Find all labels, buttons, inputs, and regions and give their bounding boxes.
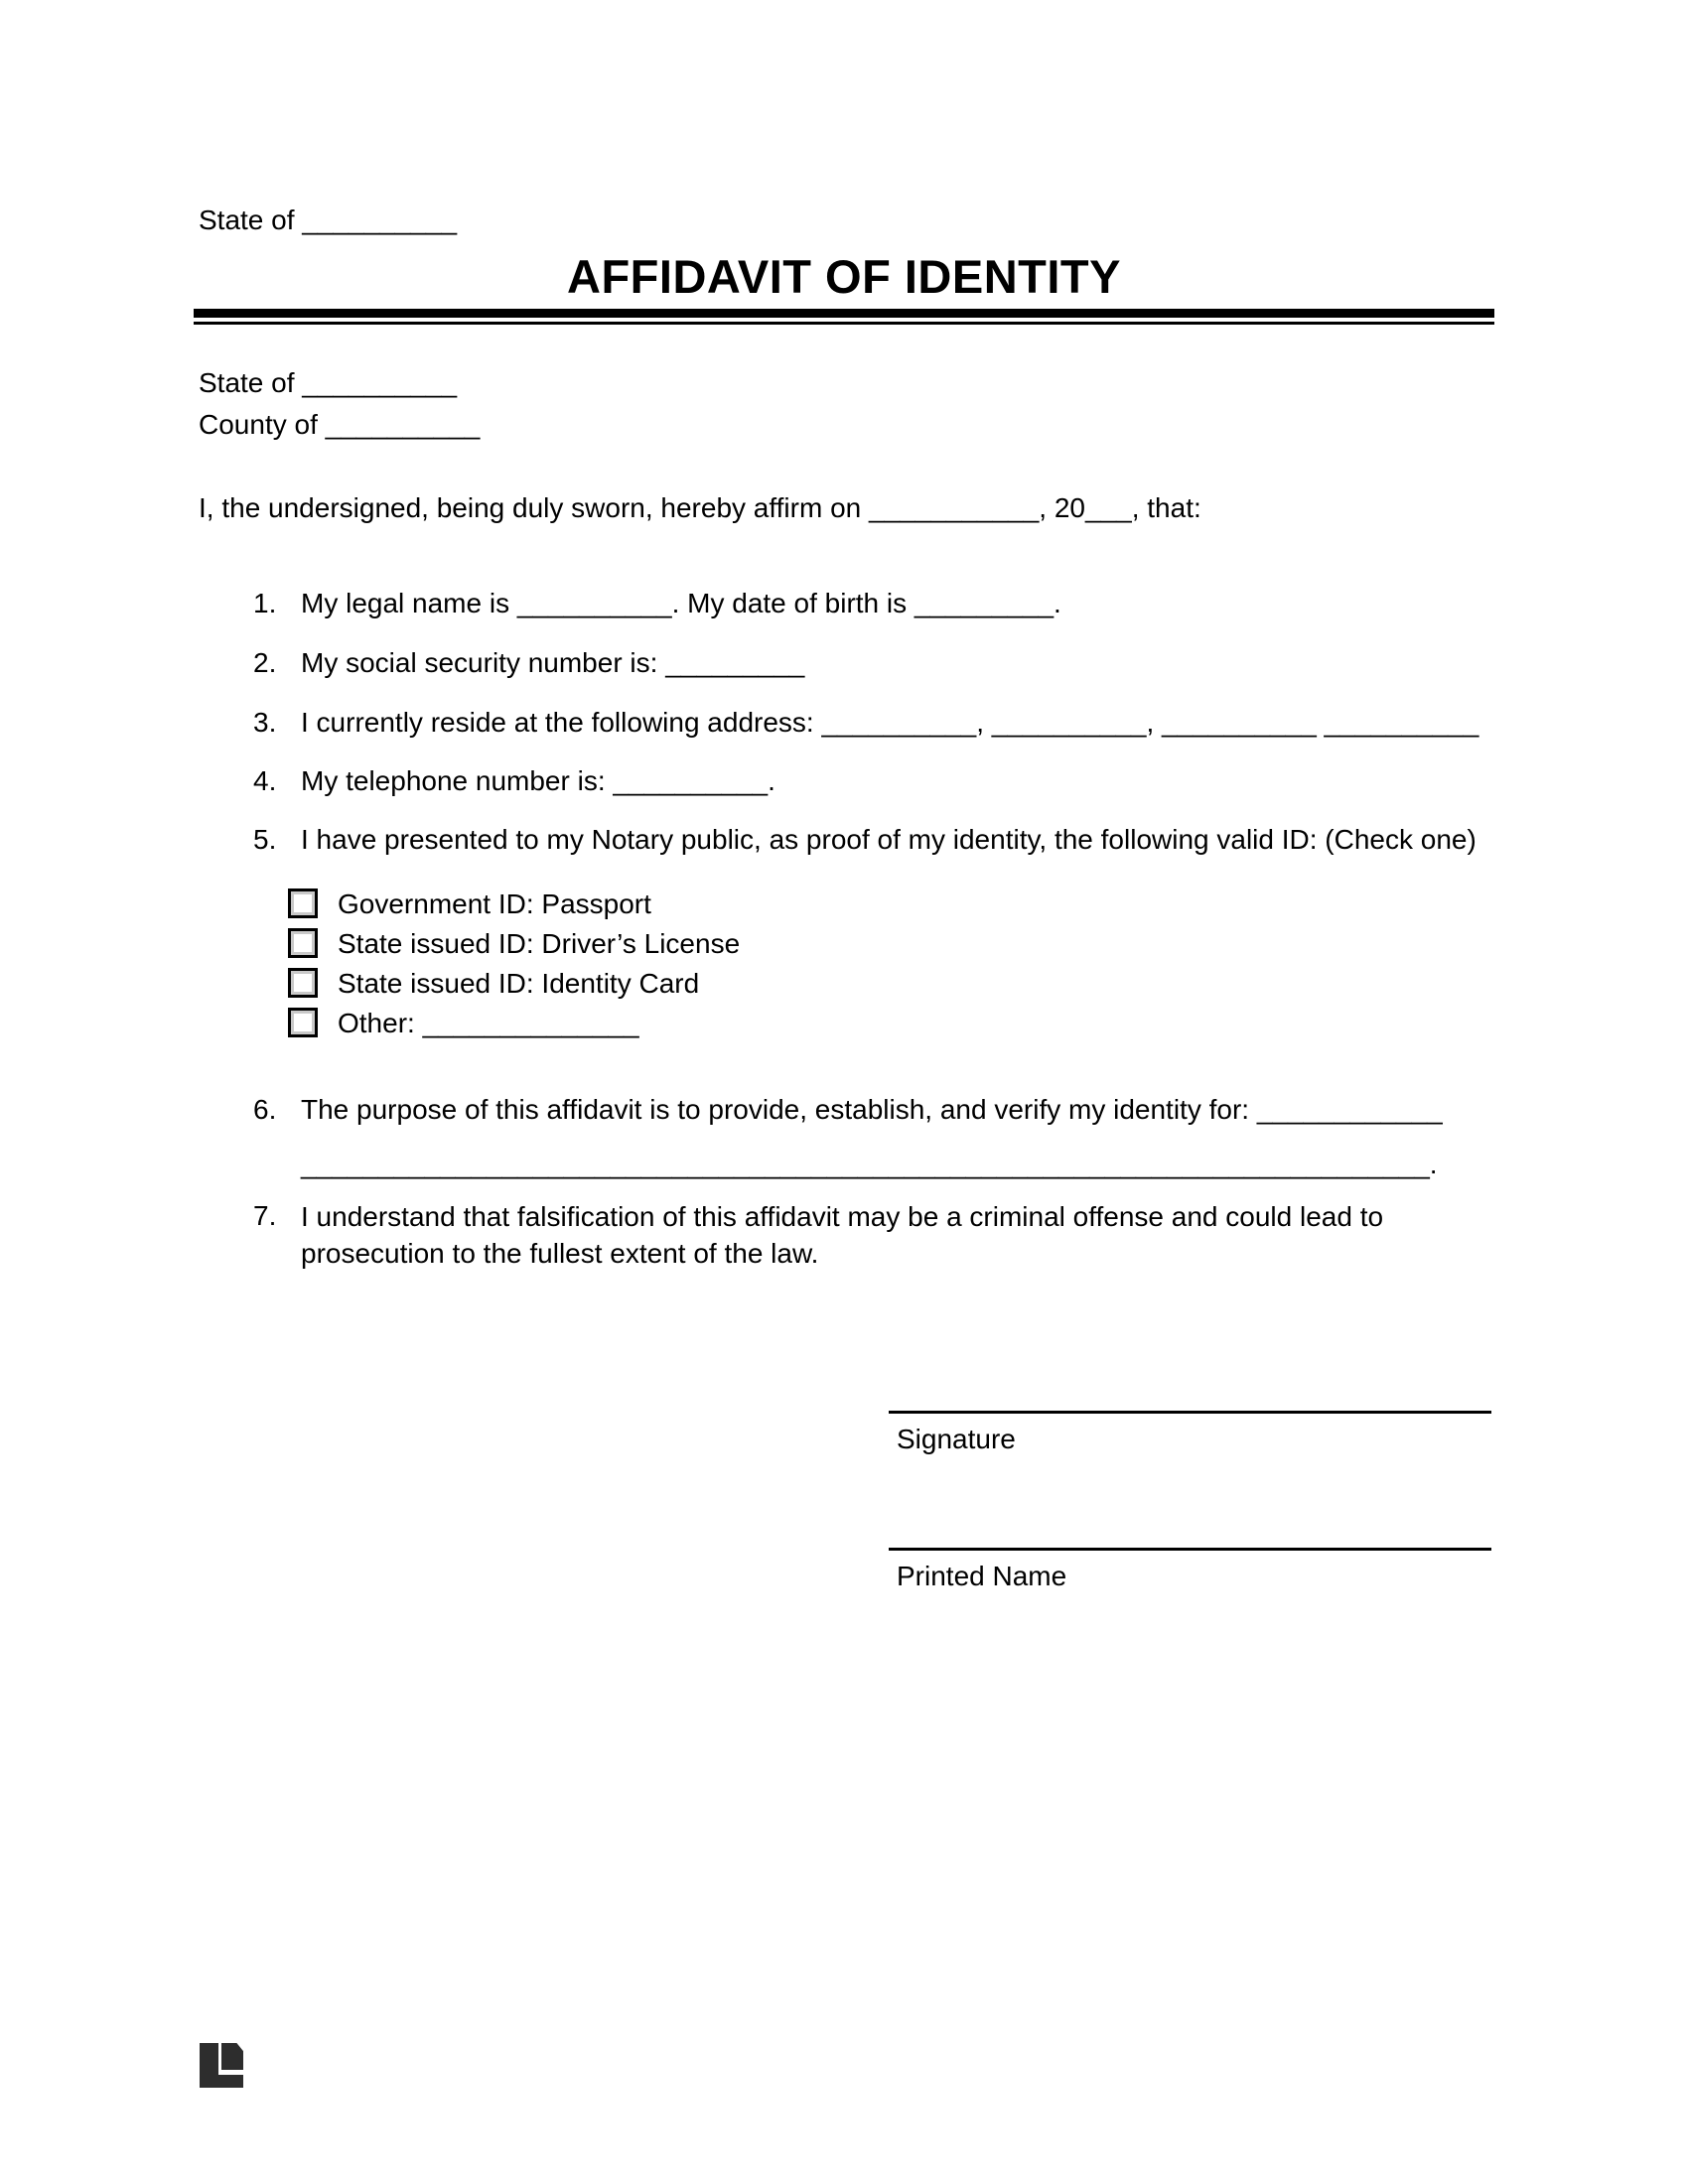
checkbox-government-id[interactable]: [288, 888, 318, 918]
logo-bottom-bar: [200, 2075, 243, 2088]
item-falsification: [253, 1198, 1383, 1272]
item-address: [253, 705, 1478, 741]
purpose-continuation-line: _________________________________________________________________________.: [301, 1149, 1438, 1179]
item-text: I currently reside at the following address: __________, __________, __________ __________: [301, 707, 1479, 738]
item-number: 2.: [253, 647, 277, 678]
divider-thick-bar: [194, 309, 1494, 318]
item-text: [301, 1198, 1383, 1272]
top-state-of-line: State of __________: [199, 205, 458, 235]
checkbox-drivers-license[interactable]: [288, 928, 318, 958]
county-of-line: County of __________: [199, 409, 481, 440]
id-option-row: [288, 964, 740, 1004]
item-text: The purpose of this affidavit is to provide, establish, and verify my identity for: ____________: [301, 1094, 1443, 1125]
item-number: 7.: [253, 1200, 277, 1231]
item-purpose: [253, 1092, 1443, 1128]
divider-thin-bar: [194, 322, 1494, 325]
item-legal-name: [253, 586, 1061, 621]
item-number: 1.: [253, 588, 277, 618]
checkbox-identity-card[interactable]: [288, 968, 318, 998]
item-number: 6.: [253, 1094, 277, 1125]
id-options: [288, 885, 740, 1043]
item-number: 5.: [253, 824, 277, 855]
id-option-label: State issued ID: Driver’s License: [338, 928, 741, 959]
item-text-line1: I understand that falsification of this affidavit may be a criminal offense and could lead to: [301, 1201, 1384, 1232]
item-number: 3.: [253, 707, 277, 738]
printed-name-line: [889, 1548, 1491, 1551]
checkbox-other[interactable]: [288, 1008, 318, 1037]
item-telephone: [253, 763, 775, 799]
id-option-label: Other: ______________: [338, 1008, 639, 1038]
signature-label: Signature: [897, 1424, 1016, 1454]
printed-name-label: Printed Name: [897, 1561, 1067, 1591]
id-option-row: [288, 885, 740, 924]
item-text: My telephone number is: __________.: [301, 765, 775, 796]
item-text: My social security number is: _________: [301, 647, 805, 678]
state-of-line: State of __________: [199, 367, 458, 398]
id-option-label: Government ID: Passport: [338, 888, 651, 919]
item-ssn: [253, 645, 804, 681]
affirmation-line: I, the undersigned, being duly sworn, hereby affirm on ___________, 20___, that:: [199, 492, 1201, 523]
item-text: My legal name is __________. My date of birth is _________.: [301, 588, 1061, 618]
id-option-row: [288, 1004, 740, 1043]
id-option-label: State issued ID: Identity Card: [338, 968, 700, 999]
title-divider: [194, 309, 1494, 325]
legal-templates-logo-icon: [200, 2043, 243, 2088]
item-text: I have presented to my Notary public, as proof of my identity, the following valid ID: (Check one): [301, 824, 1477, 855]
item-number: 4.: [253, 765, 277, 796]
item-id-presented: [253, 822, 1477, 858]
signature-line: [889, 1411, 1491, 1414]
id-option-row: [288, 924, 740, 964]
page-title: AFFIDAVIT OF IDENTITY: [567, 250, 1121, 303]
logo-page-shape: [221, 2043, 243, 2070]
item-text-line2: prosecution to the fullest extent of the law.: [301, 1238, 819, 1269]
